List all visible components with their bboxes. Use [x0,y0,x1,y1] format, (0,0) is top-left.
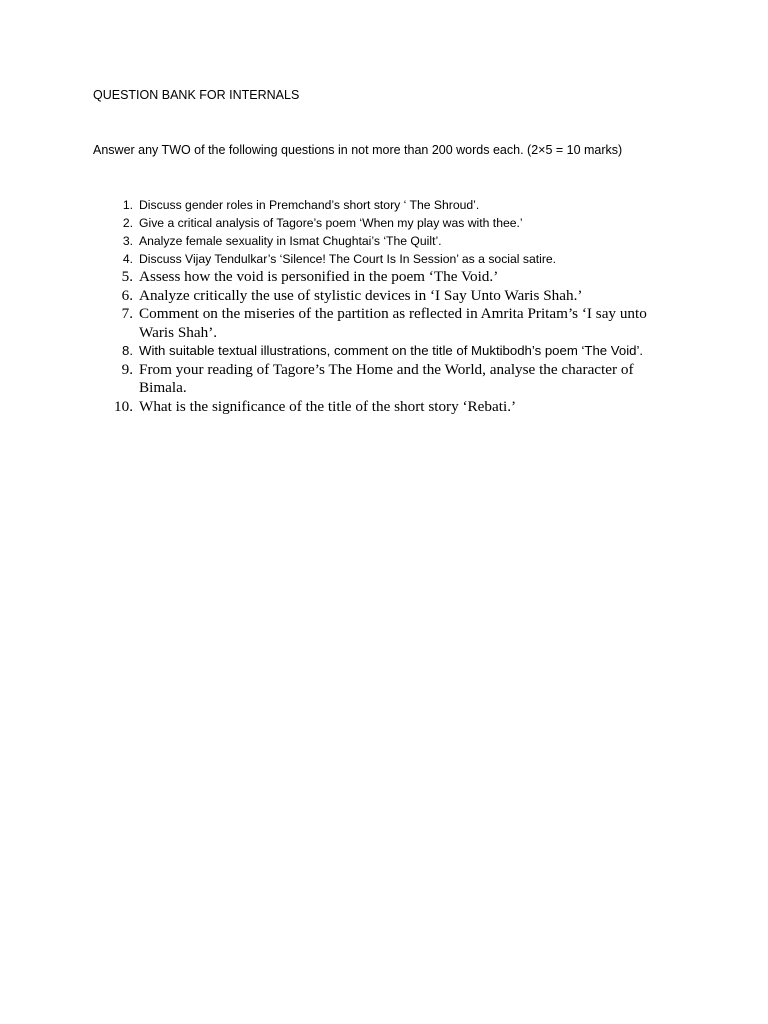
question-text: With suitable textual illustrations, comment on the title of Muktibodh’s poem ‘The Void’. [139,343,644,358]
instructions-text: Answer any TWO of the following questions in not more than 200 words each. (2×5 = 10 marks) [93,143,623,157]
question-text: Discuss Vijay Tendulkar’s ‘Silence! The Court Is In Session’ as a social satire. [139,252,557,266]
question-number: 5. [121,268,133,285]
question-text: Give a critical analysis of Tagore’s poem ‘When my play was with thee.’ [139,216,523,230]
question-item [0,196,768,214]
question-number: 8. [122,343,133,358]
question-item [0,305,768,342]
question-text: Comment on the miseries of the partition as reflected in Amrita Pritam’s ‘I say unto Waris Shah’. [139,305,647,341]
question-number: 1. [122,198,133,212]
question-text: From your reading of Tagore’s The Home and the World, analyse the character of Bimala. [139,360,634,396]
question-text: Assess how the void is personified in the poem ‘The Void.’ [139,268,499,285]
question-text: Analyze female sexuality in Ismat Chughtai’s ‘The Quilt’. [139,234,442,248]
question-item [0,214,768,232]
question-item [0,398,768,417]
question-item [0,342,768,361]
question-number: 4. [122,252,133,266]
question-number: 3. [122,234,133,248]
question-item [0,361,768,398]
question-text: Analyze critically the use of stylistic devices in ‘I Say Unto Waris Shah.’ [139,286,583,304]
question-number: 7. [121,305,133,322]
question-item [0,268,768,287]
question-number: 9. [121,360,133,378]
question-number: 2. [122,216,133,230]
question-item [0,232,768,250]
question-item [0,287,768,306]
question-text: Discuss gender roles in Premchand’s short story ‘ The Shroud’. [139,198,480,212]
question-item [0,250,768,268]
question-number: 6. [121,286,133,304]
question-number: 10. [114,397,133,415]
question-list [0,196,768,416]
question-text: What is the significance of the title of the short story ‘Rebati.’ [139,397,517,415]
document-title: QUESTION BANK FOR INTERNALS [93,88,300,102]
